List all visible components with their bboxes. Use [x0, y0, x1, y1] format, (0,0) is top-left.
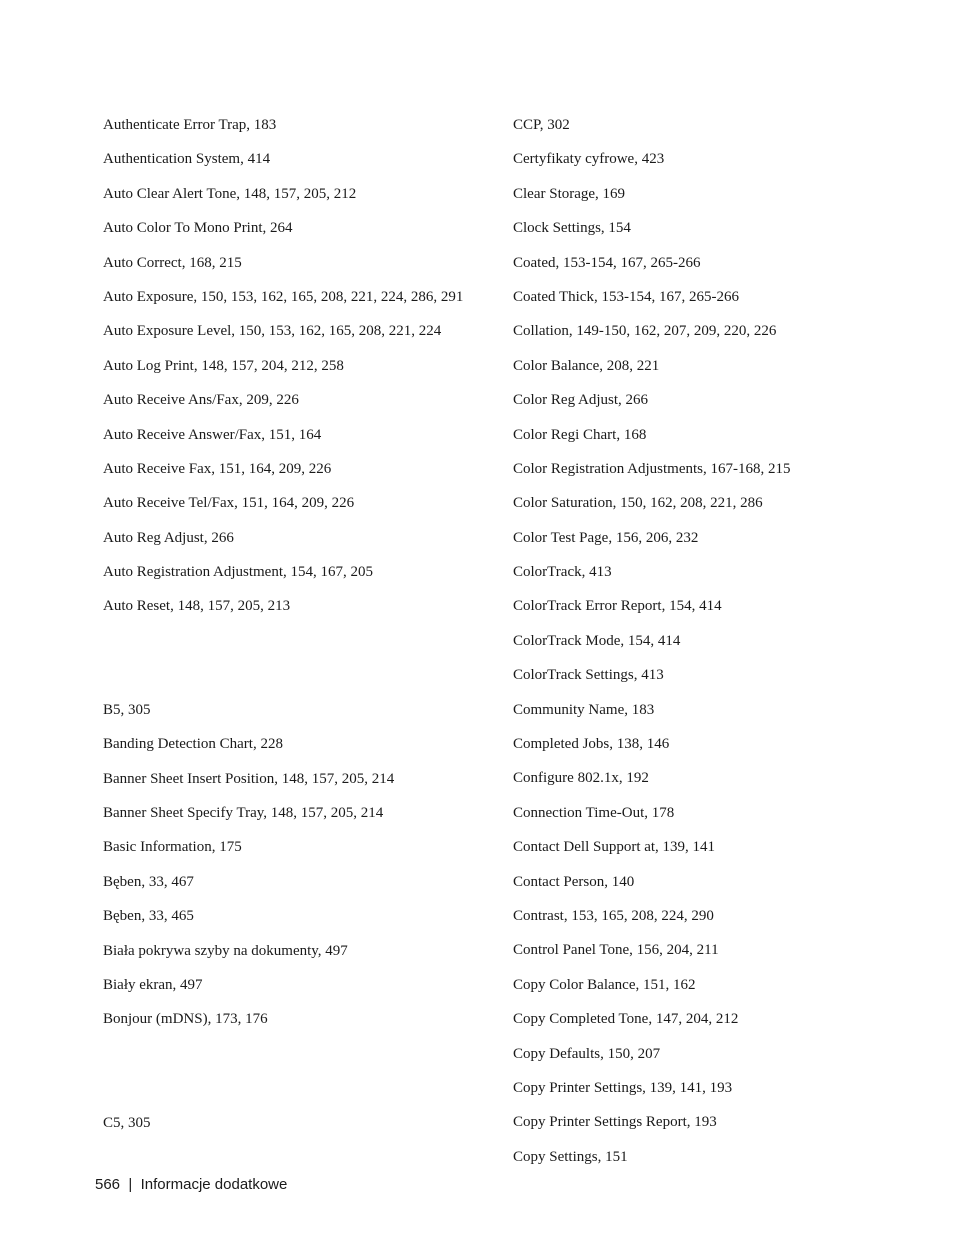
group-gap — [103, 1044, 473, 1113]
index-entry: Color Regi Chart, 168 — [513, 426, 647, 443]
index-entry: Authentication System, 414 — [103, 151, 271, 168]
index-entry: Authenticate Error Trap, 183 — [103, 117, 277, 133]
index-entry: Contact Person, 140 — [513, 873, 635, 890]
index-entry: Auto Clear Alert Tone, 148, 157, 205, 212 — [103, 185, 357, 202]
index-entry: Auto Exposure, 150, 153, 162, 165, 208, 221, 224, 286, 291 — [103, 288, 464, 305]
index-entry: Control Panel Tone, 156, 204, 211 — [513, 942, 719, 959]
index-entry: Completed Jobs, 138, 146 — [513, 736, 670, 753]
index-entry: Auto Exposure Level, 150, 153, 162, 165, 208, 221, 224 — [103, 323, 442, 340]
index-entry: Copy Printer Settings, 139, 141, 193 — [513, 1079, 733, 1096]
index-entry: Copy Defaults, 150, 207 — [513, 1045, 661, 1062]
index-entry: Bęben, 33, 467 — [103, 873, 194, 890]
index-entry: Biały ekran, 497 — [103, 976, 203, 993]
index-entry: Clock Settings, 154 — [513, 220, 631, 237]
index-entry: Color Test Page, 156, 206, 232 — [513, 529, 699, 546]
index-entry: Clear Storage, 169 — [513, 185, 626, 202]
index-entry: Auto Log Print, 148, 157, 204, 212, 258 — [103, 357, 344, 374]
index-entry: Color Registration Adjustments, 167-168, 215 — [513, 460, 791, 477]
index-entry: Copy Completed Tone, 147, 204, 212 — [513, 1011, 739, 1028]
index-entry: Configure 802.1x, 192 — [513, 770, 649, 787]
index-entry: Bonjour (mDNS), 173, 176 — [103, 1011, 268, 1028]
index-entry: Collation, 149-150, 162, 207, 209, 220, 226 — [513, 323, 777, 340]
index-entry: Certyfikaty cyfrowe, 423 — [513, 151, 665, 168]
index-entry: ColorTrack Error Report, 154, 414 — [513, 598, 722, 615]
index-entry: Auto Receive Answer/Fax, 151, 164 — [103, 426, 322, 443]
index-entry: Auto Color To Mono Print, 264 — [103, 220, 293, 237]
index-group-c — [103, 1113, 473, 1133]
index-entry: Connection Time-Out, 178 — [513, 804, 675, 821]
index-group-a — [103, 115, 473, 616]
index-entry: C5, 305 — [103, 1114, 151, 1131]
index-entry: Bęben, 33, 465 — [103, 908, 194, 925]
index-entry: ColorTrack Settings, 413 — [513, 667, 664, 684]
index-group-right — [513, 115, 913, 1167]
index-entry: Color Saturation, 150, 162, 208, 221, 286 — [513, 495, 763, 512]
index-entry: Color Balance, 208, 221 — [513, 357, 660, 374]
index-entry: Auto Correct, 168, 215 — [103, 254, 242, 271]
index-entry: Banner Sheet Specify Tray, 148, 157, 205, 214 — [103, 805, 384, 822]
index-entry: Auto Receive Ans/Fax, 209, 226 — [103, 392, 299, 409]
index-entry: Coated, 153-154, 167, 265-266 — [513, 254, 701, 271]
left-index-column — [103, 115, 473, 1147]
index-entry: Auto Reset, 148, 157, 205, 213 — [103, 598, 291, 615]
index-entry: Auto Receive Tel/Fax, 151, 164, 209, 226 — [103, 495, 355, 512]
index-entry: Banner Sheet Insert Position, 148, 157, 205, 214 — [103, 770, 395, 787]
index-entry: Basic Information, 175 — [103, 839, 242, 856]
index-entry: Color Reg Adjust, 266 — [513, 392, 649, 409]
index-entry: Auto Reg Adjust, 266 — [103, 529, 234, 546]
index-entry: Contact Dell Support at, 139, 141 — [513, 839, 716, 856]
index-group-b — [103, 700, 473, 1030]
index-entry: B5, 305 — [103, 701, 151, 718]
index-entry: Community Name, 183 — [513, 701, 655, 718]
index-entry: Copy Color Balance, 151, 162 — [513, 976, 696, 993]
group-gap — [103, 631, 473, 700]
index-entry: ColorTrack Mode, 154, 414 — [513, 632, 681, 649]
index-entry: Coated Thick, 153-154, 167, 265-266 — [513, 288, 739, 305]
index-entry: Copy Settings, 151 — [513, 1148, 628, 1165]
page-footer: 566 | Informacje dodatkowe — [95, 1176, 288, 1193]
index-entry: Copy Printer Settings Report, 193 — [513, 1114, 717, 1131]
index-entry: Auto Receive Fax, 151, 164, 209, 226 — [103, 460, 332, 477]
index-entry: Biała pokrywa szyby na dokumenty, 497 — [103, 942, 348, 959]
index-entry: ColorTrack, 413 — [513, 564, 612, 581]
right-index-column — [513, 115, 913, 1181]
index-entry: CCP, 302 — [513, 117, 570, 133]
index-entry: Contrast, 153, 165, 208, 224, 290 — [513, 907, 714, 924]
index-entry: Auto Registration Adjustment, 154, 167, 205 — [103, 564, 373, 581]
index-entry: Banding Detection Chart, 228 — [103, 736, 283, 753]
